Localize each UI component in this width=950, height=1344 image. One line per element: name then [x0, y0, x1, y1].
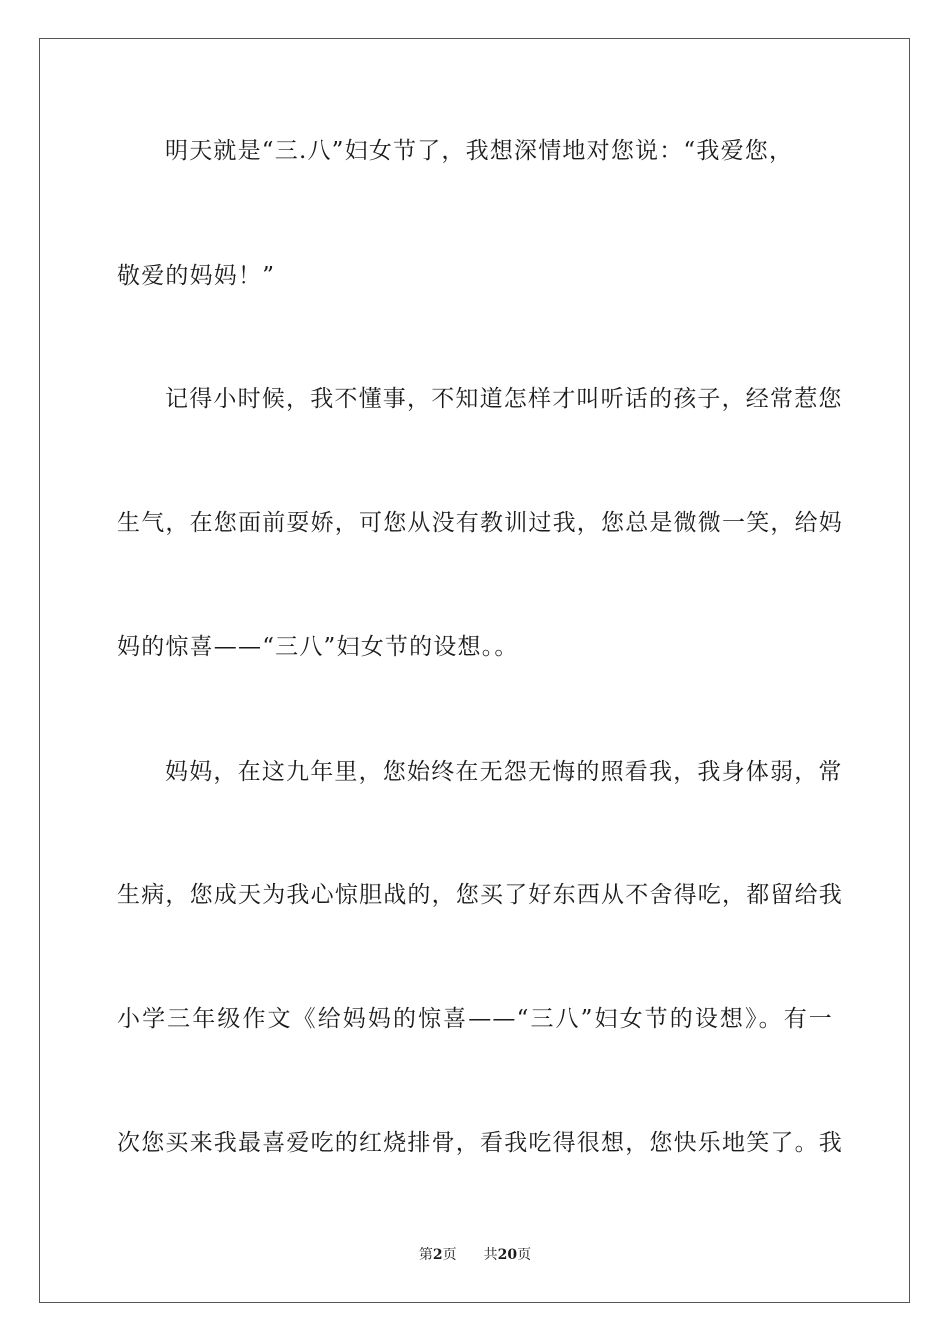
paragraph-2-line-3: 妈的惊喜——“三八”妇女节的设想。。 — [117, 634, 519, 660]
page-suffix: 页 — [442, 1247, 457, 1263]
paragraph-2-line-2: 生气，在您面前耍娇，可您从没有教训过我，您总是微微一笑，给妈 — [117, 510, 843, 536]
total-pages-label — [484, 1246, 531, 1264]
paragraph-3-line-4: 次您买来我最喜爱吃的红烧排骨，看我吃得很想，您快乐地笑了。我 — [117, 1130, 843, 1156]
page-prefix: 第 — [418, 1247, 433, 1263]
paragraph-3-line-2: 生病，您成天为我心惊胆战的，您买了好东西从不舍得吃，都留给我 — [117, 882, 843, 908]
page-number-label — [419, 1246, 457, 1264]
paragraph-1-line-2: 敬爱的妈妈！” — [117, 263, 276, 289]
paragraph-3-line-3: 小学三年级作文《给妈妈的惊喜——“三八”妇女节的设想》。有一 — [117, 1006, 833, 1032]
paragraph-3-line-1: 妈妈，在这九年里，您始终在无怨无悔的照看我，我身体弱，常 — [165, 759, 843, 785]
total-prefix: 共 — [483, 1247, 498, 1263]
page-number: 2 — [432, 1247, 443, 1263]
paragraph-2-line-1: 记得小时候，我不懂事，不知道怎样才叫听话的孩子，经常惹您 — [165, 386, 843, 412]
page-footer — [0, 1246, 950, 1264]
total-pages: 20 — [497, 1247, 518, 1263]
page-border — [39, 38, 910, 1303]
paragraph-1-line-1: 明天就是“三.八”妇女节了，我想深情地对您说：“我爱您， — [165, 138, 794, 164]
total-suffix: 页 — [517, 1247, 532, 1263]
